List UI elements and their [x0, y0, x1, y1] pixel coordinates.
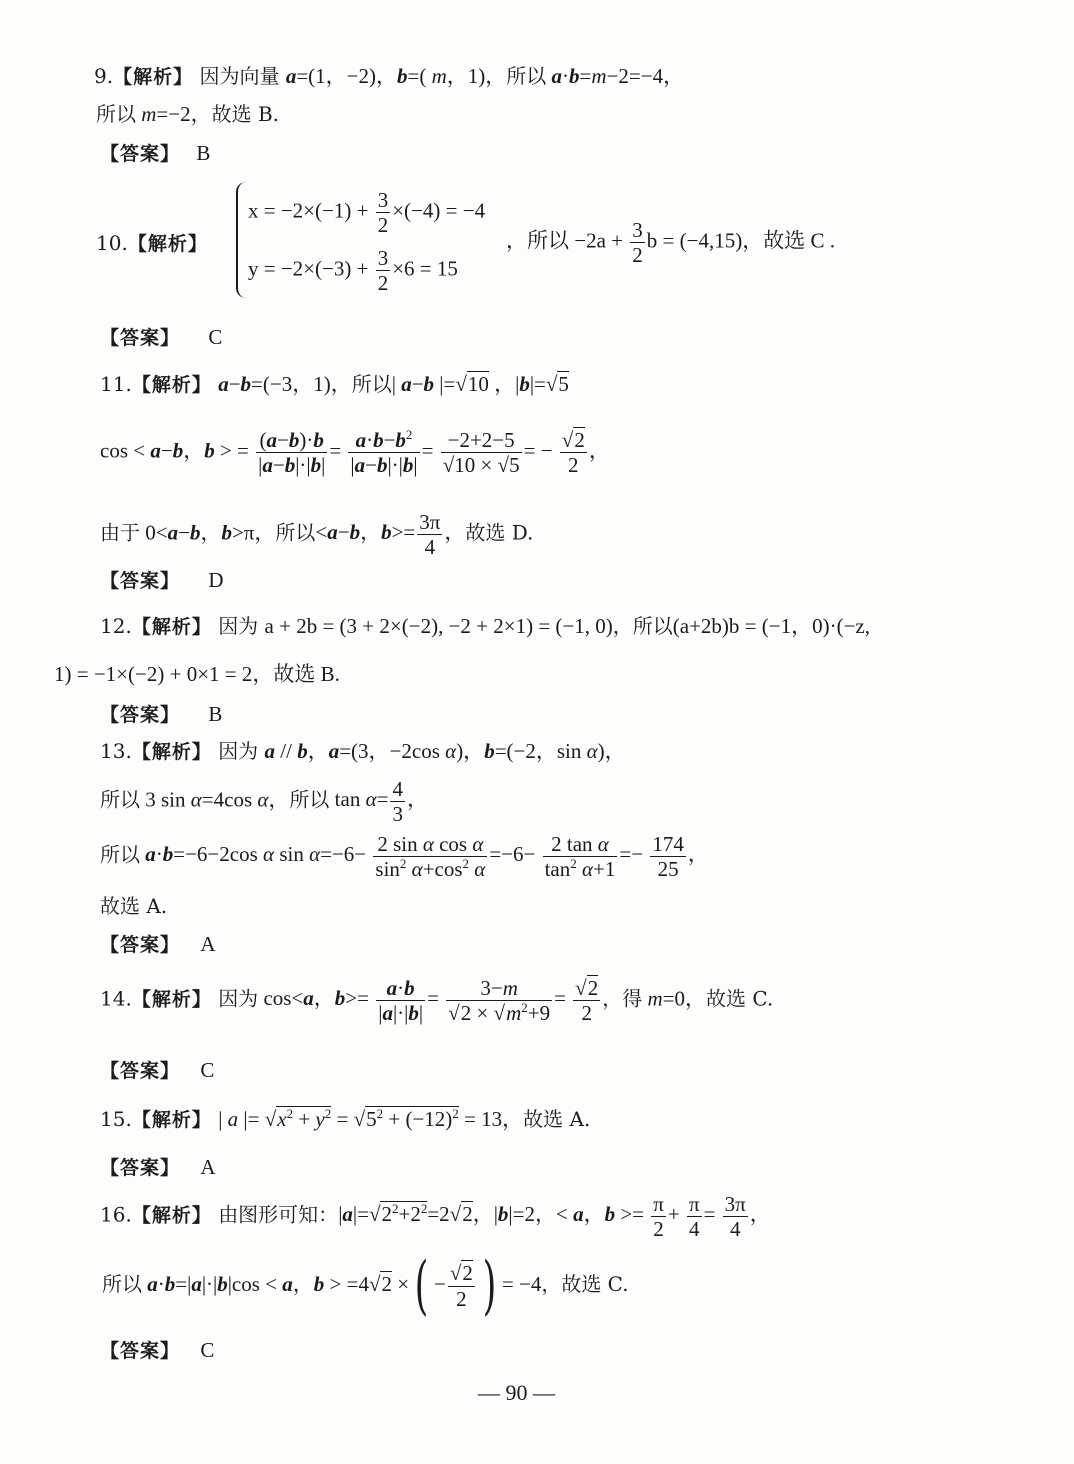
answer-value: B [208, 702, 223, 726]
q15-answer [100, 1157, 216, 1178]
frac-num: 3 [377, 188, 389, 212]
eq1-part1: x = −2×(−1) + [248, 198, 374, 223]
q16-answer [100, 1340, 214, 1361]
question-number: 12. [100, 614, 132, 638]
q12-because: 因为 [218, 614, 259, 638]
q16-choose: ，故选 C. [541, 1271, 629, 1296]
q10-result [506, 218, 835, 267]
q13-answer [100, 934, 216, 955]
q15-choose: 故选 A. [523, 1107, 591, 1131]
answer-label: 【答案】 [100, 1340, 181, 1362]
answer-label: 【答案】 [100, 704, 181, 726]
q13-conclusion: 故选 A. [100, 894, 168, 918]
answer-value: B [196, 141, 211, 165]
q10-result-text: b = (−4,15)，故选 C . [646, 228, 835, 253]
answer-label: 【答案】 [100, 327, 181, 349]
analysis-label: 【解析】 [131, 741, 212, 763]
eq2-part2: ×6 = 15 [392, 256, 458, 281]
frac-num: 3 [377, 246, 389, 270]
analysis-label: 【解析】 [131, 374, 212, 396]
q16-so: 所以 [102, 1271, 142, 1296]
q12-expr2: (a+2b)b = (−1，0)·(−z, [672, 614, 870, 638]
answer-value: C [200, 1338, 215, 1362]
eq1-part2: ×(−4) = −4 [392, 198, 486, 223]
answer-label: 【答案】 [100, 934, 181, 956]
question-number: 9. [94, 64, 114, 88]
q9-conclusion: 故选 B. [211, 102, 280, 126]
q14-because: 因为 [218, 986, 259, 1011]
question-number: 13. [100, 739, 132, 763]
q16-solution-line1: 16.【解析】 由图形可知：$|a|=√2^2+2^2=2√2$，|b|=2，< a，b >= $\frac{\pi}{2}$ + $\frac{\pi}{4}$ = $\frac{3\pi}{4}$ ， [100, 1192, 771, 1242]
q11-so: 所以 [351, 372, 392, 396]
q10-so: ，所以 −2a + [506, 228, 629, 253]
frac-den: 2 [632, 243, 643, 268]
frac-den: √10 × √5 [442, 453, 520, 478]
frac-den: 3 [392, 802, 403, 827]
answer-value: C [200, 1058, 215, 1082]
q9-text: 因为向量 [199, 64, 280, 88]
q10-system-eq2 [248, 246, 458, 295]
frac-num: 3 [632, 218, 643, 242]
analysis-label: 【解析】 [113, 66, 194, 88]
question-number: 11. [100, 372, 132, 396]
q12-expr1: a + 2b = (3 + 2×(−2), −2 + 2×1) = (−1, 0) [264, 614, 613, 638]
q11-cos-formula: cos < a−b，b > = $\frac{(a-b)\cdot b}{|a-b|\cdot|b|}$ = $\frac{a\cdot b-b^2}{|a-b|\cdot|b|}$ = $\frac{-2+2-5}{√10 \times √5}$ = − $\frac{√2}{2}$ ， [100, 427, 610, 478]
frac-num: −2+2−5 [447, 428, 515, 452]
analysis-label: 【解析】 [127, 233, 208, 255]
q9-text-so: 所以 [506, 64, 547, 88]
frac-num: 4 [392, 777, 403, 801]
analysis-label: 【解析】 [131, 1109, 212, 1131]
q14-solution: 14.【解析】 因为 cos<a，b>= $\frac{a\cdot b}{|a|\cdot|b|}$ = $\frac{3-m}{√2 \times √m^2+9}$ = $\frac{√2}{2}$ ，得 m=0，故选 C. [100, 976, 774, 1026]
q15-solution: 15.【解析】 | a |= $√x^2 + y^2 = √5^2 + (-12)^2 = 13$，故选 A. [100, 1106, 591, 1131]
answer-value: C [208, 325, 223, 349]
frac-den: 2 [377, 271, 389, 296]
question-number: 16. [100, 1202, 132, 1227]
question-number: 14. [100, 986, 132, 1011]
answer-value: A [200, 932, 216, 956]
q10-solution-head [96, 233, 208, 254]
q14-answer [100, 1060, 214, 1081]
q13-so2: 所以 [289, 787, 330, 812]
q13-so: 所以 [100, 787, 140, 812]
q11-conclusion: 由于 0<a−b，b>π，所以<a−b，b>= $\frac{3\pi}{4}$ ，故选 D. [100, 510, 534, 560]
answer-value: A [200, 1155, 216, 1179]
q11-so2: 所以 [275, 520, 316, 545]
q13-so3: 所以 [100, 842, 140, 867]
answer-value: D [208, 568, 224, 592]
q9-solution-line1: 9.【解析】 因为向量 a=(1，−2)，b=( m，1)，所以 a·b=m−2=−4， [94, 64, 685, 88]
q10-system-eq1 [248, 188, 485, 237]
eq2-part1: y = −2×(−3) + [248, 256, 374, 281]
answer-label: 【答案】 [100, 1060, 181, 1082]
question-number: 10. [96, 231, 128, 255]
answer-label: 【答案】 [100, 570, 181, 592]
page-number: — 90 — [478, 1380, 555, 1405]
frac-num: 174 [652, 832, 684, 856]
frac-den: 25 [650, 856, 686, 881]
q13-solution-line3: 所以 a·b=−6−2cos α sin α=−6− $\frac{\text{2 sin α cos α}}{\sin^2 \alpha+\cos^2 \alpha}$ =−6− $\frac{\text{2 tan α}}{\tan^2 \alpha+1}$ =− $\frac{174}{25}$ ， [100, 832, 709, 882]
q12-answer [100, 704, 222, 725]
frac-den: 2 [377, 213, 389, 238]
q16-known: 由图形可知： [218, 1202, 339, 1227]
q11-since: 由于 [100, 520, 140, 545]
q11-solution-line1: 11.【解析】 a−b=(−3，1)，所以| a−b |=√10 ，|b|=√5 [100, 372, 569, 396]
q13-solution-line1: 13.【解析】 因为 a // b，a=(3，−2cos α)，b=(−2，sin α)， [100, 739, 626, 763]
answer-label: 【答案】 [100, 143, 181, 165]
answer-label: 【答案】 [100, 1157, 181, 1179]
q9-text-so2: 所以 [96, 102, 136, 126]
q11-answer [100, 570, 224, 591]
q9-solution-line2: 所以 m=−2，故选 B. [96, 102, 280, 126]
q13-solution-line2: 所以 3 sin α=4cos α，所以 tan α= $\frac{4}{3}$ ， [100, 777, 428, 827]
q12-so: ，所以 [612, 614, 673, 638]
analysis-label: 【解析】 [131, 988, 212, 1011]
q14-get: ，得 [602, 986, 643, 1011]
analysis-label: 【解析】 [131, 616, 212, 638]
q10-answer [100, 327, 222, 348]
analysis-label: 【解析】 [131, 1204, 212, 1227]
q13-because: 因为 [218, 739, 259, 763]
q12-solution-line2: 1) = −1×(−2) + 0×1 = 2，故选 B. [54, 662, 340, 686]
q11-choose: 故选 D. [465, 520, 534, 545]
q14-choose: 故选 C. [705, 986, 774, 1011]
q12-solution-line1 [100, 616, 870, 637]
q9-answer [100, 143, 210, 164]
q16-solution-line2: 所以 a·b=|a|·|b|cos < a，b > =4√2 ×( − $\frac{√2}{2}$ ) = −4，故选 C. [102, 1249, 629, 1323]
question-number: 15. [100, 1107, 132, 1131]
